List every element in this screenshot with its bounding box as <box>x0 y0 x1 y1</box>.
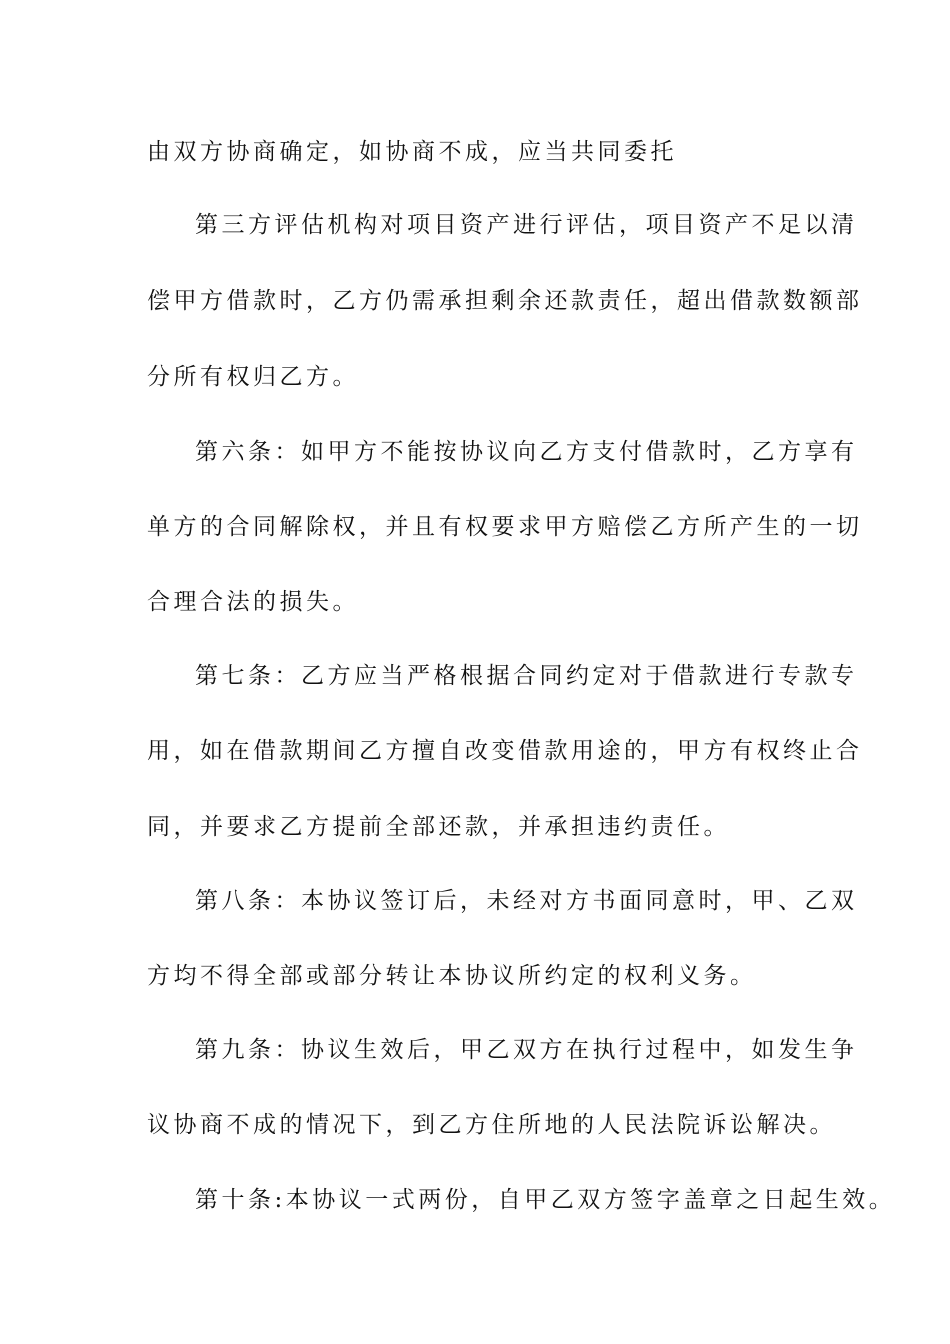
text-line: 分所有权归乙方。 <box>147 364 359 390</box>
text-line: 偿甲方借款时，乙方仍需承担剩余还款责任，超出借款数额部 <box>147 288 863 314</box>
text-line: 同，并要求乙方提前全部还款，并承担违约责任。 <box>147 814 730 840</box>
text-line: 第十条:本协议一式两份，自甲乙双方签字盖章之日起生效。 <box>195 1187 896 1213</box>
text-line: 第六条：如甲方不能按协议向乙方支付借款时，乙方享有 <box>195 439 858 465</box>
text-line: 合理合法的损失。 <box>147 589 359 615</box>
text-line: 议协商不成的情况下，到乙方住所地的人民法院诉讼解决。 <box>147 1112 836 1138</box>
text-line: 第三方评估机构对项目资产进行评估，项目资产不足以清 <box>195 212 858 238</box>
text-line: 单方的合同解除权，并且有权要求甲方赔偿乙方所产生的一切 <box>147 514 863 540</box>
text-line: 方均不得全部或部分转让本协议所约定的权利义务。 <box>147 963 757 989</box>
text-line: 用，如在借款期间乙方擅自改变借款用途的，甲方有权终止合 <box>147 738 863 764</box>
text-line: 第九条：协议生效后，甲乙双方在执行过程中，如发生争 <box>195 1037 858 1063</box>
text-line: 第七条：乙方应当严格根据合同约定对于借款进行专款专 <box>195 663 858 689</box>
text-line: 第八条：本协议签订后，未经对方书面同意时，甲、乙双 <box>195 888 858 914</box>
text-line: 由双方协商确定，如协商不成，应当共同委托 <box>147 139 677 165</box>
